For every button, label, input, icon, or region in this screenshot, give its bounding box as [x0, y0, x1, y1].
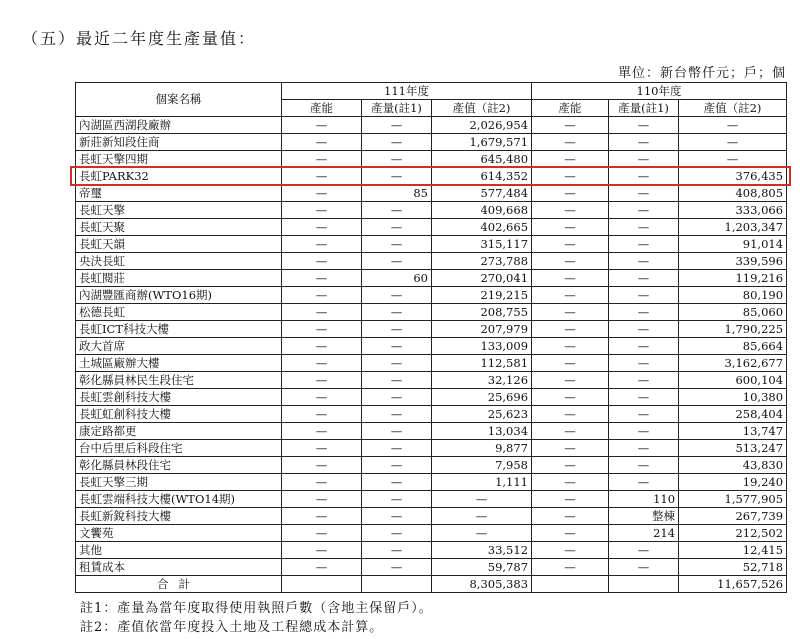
quantity-110: — — [609, 253, 679, 270]
value-111: 270,041 — [432, 270, 532, 287]
capacity-111: — — [282, 134, 362, 151]
value-111: 33,512 — [432, 542, 532, 559]
value-110: 19,240 — [679, 474, 787, 491]
value-110: 1,577,905 — [679, 491, 787, 508]
value-111: — — [432, 525, 532, 542]
year-110-header: 110年度 — [532, 83, 787, 100]
capacity-110: — — [532, 270, 609, 287]
quantity-111: — — [362, 542, 432, 559]
quantity-111: — — [362, 287, 432, 304]
value-110: 80,190 — [679, 287, 787, 304]
value-110: 3,162,677 — [679, 355, 787, 372]
capacity-110: — — [532, 474, 609, 491]
capacity-110: — — [532, 525, 609, 542]
value-110: — — [679, 134, 787, 151]
quantity-111: — — [362, 219, 432, 236]
table-row — [76, 168, 787, 185]
capacity-111: — — [282, 168, 362, 185]
quantity-111: — — [362, 474, 432, 491]
capacity-110: — — [532, 457, 609, 474]
quantity-111: — — [362, 236, 432, 253]
table-row — [76, 304, 787, 321]
quantity-110: 214 — [609, 525, 679, 542]
row-name: 帝璽 — [76, 185, 282, 202]
value-110: 258,404 — [679, 406, 787, 423]
value-111: 2,026,954 — [432, 117, 532, 134]
table-row — [76, 270, 787, 287]
table-row — [76, 542, 787, 559]
row-name: 長虹雲創科技大樓 — [76, 389, 282, 406]
row-name: 彰化縣員林民生段住宅 — [76, 372, 282, 389]
capacity-110: — — [532, 202, 609, 219]
capacity-111: — — [282, 457, 362, 474]
quantity-110: — — [609, 219, 679, 236]
capacity-110: — — [532, 253, 609, 270]
capacity-111: — — [282, 304, 362, 321]
footnote-1: 註1：產量為當年度取得使用執照戶數（含地主保留戶）。 — [80, 601, 433, 616]
row-name: 政大首席 — [76, 338, 282, 355]
quantity-110: — — [609, 151, 679, 168]
year-111-header: 111年度 — [282, 83, 532, 100]
capacity-111: — — [282, 559, 362, 576]
value-111: 614,352 — [432, 168, 532, 185]
row-name: 內湖區西湖段廠辦 — [76, 117, 282, 134]
footnote-2: 註2：產值依當年度投入土地及工程總成本計算。 — [80, 620, 384, 635]
quantity-110: — — [609, 440, 679, 457]
quantity-111: — — [362, 389, 432, 406]
capacity-110: — — [532, 168, 609, 185]
row-name: 央決長虹 — [76, 253, 282, 270]
quantity-111: — — [362, 525, 432, 542]
row-name: 土城區廠辦大樓 — [76, 355, 282, 372]
value-111: 9,877 — [432, 440, 532, 457]
quantity-110: — — [609, 423, 679, 440]
table-row — [76, 253, 787, 270]
capacity-110: — — [532, 559, 609, 576]
value-111: 208,755 — [432, 304, 532, 321]
sub-header-capacity-110: 產能 — [532, 100, 609, 117]
capacity-111: — — [282, 406, 362, 423]
capacity-110: — — [532, 287, 609, 304]
capacity-111: — — [282, 117, 362, 134]
capacity-111: — — [282, 542, 362, 559]
value-111: 645,480 — [432, 151, 532, 168]
table-row — [76, 372, 787, 389]
table-row — [76, 389, 787, 406]
table-row — [76, 134, 787, 151]
value-110: 43,830 — [679, 457, 787, 474]
quantity-110: — — [609, 236, 679, 253]
capacity-111: — — [282, 525, 362, 542]
quantity-110: — — [609, 406, 679, 423]
row-name: 內湖豐匯商辦(WTO16期) — [76, 287, 282, 304]
value-110: 13,747 — [679, 423, 787, 440]
production-value-table — [75, 82, 787, 593]
value-111: 7,958 — [432, 457, 532, 474]
quantity-110: — — [609, 134, 679, 151]
section-heading: （五）最近二年度生產量值： — [22, 29, 257, 48]
row-name: 台中后里后科段住宅 — [76, 440, 282, 457]
row-name: 新莊新知段住商 — [76, 134, 282, 151]
row-name: 長虹雲端科技大樓(WTO14期) — [76, 491, 282, 508]
quantity-111: — — [362, 440, 432, 457]
table-row — [76, 321, 787, 338]
quantity-110: — — [609, 202, 679, 219]
row-name: 長虹PARK32 — [76, 168, 282, 185]
quantity-111: — — [362, 372, 432, 389]
unit-label: 單位：新台幣仟元；戶；個 — [617, 66, 786, 81]
capacity-111: — — [282, 423, 362, 440]
value-110: 12,415 — [679, 542, 787, 559]
quantity-111: — — [362, 355, 432, 372]
value-110: — — [679, 151, 787, 168]
quantity-111: — — [362, 168, 432, 185]
row-name: 其他 — [76, 542, 282, 559]
capacity-111: — — [282, 389, 362, 406]
value-110: 267,739 — [679, 508, 787, 525]
capacity-110: — — [532, 236, 609, 253]
total-value-110: 11,657,526 — [679, 576, 787, 593]
row-name: 長虹天聚 — [76, 219, 282, 236]
capacity-110: — — [532, 151, 609, 168]
capacity-110: — — [532, 508, 609, 525]
value-111: 59,787 — [432, 559, 532, 576]
quantity-111: — — [362, 423, 432, 440]
table-row — [76, 440, 787, 457]
value-111: 25,696 — [432, 389, 532, 406]
value-110: 333,066 — [679, 202, 787, 219]
quantity-111: — — [362, 117, 432, 134]
value-110: 1,203,347 — [679, 219, 787, 236]
quantity-111: — — [362, 151, 432, 168]
table-row — [76, 559, 787, 576]
table-row — [76, 474, 787, 491]
quantity-111: — — [362, 508, 432, 525]
value-110: 376,435 — [679, 168, 787, 185]
value-111: 315,117 — [432, 236, 532, 253]
quantity-110: — — [609, 355, 679, 372]
quantity-110: — — [609, 559, 679, 576]
value-111: 1,679,571 — [432, 134, 532, 151]
row-name: 長虹虹創科技大樓 — [76, 406, 282, 423]
value-110: 1,790,225 — [679, 321, 787, 338]
quantity-111: — — [362, 134, 432, 151]
row-name: 長虹天擎三期 — [76, 474, 282, 491]
value-111: 219,215 — [432, 287, 532, 304]
quantity-111: — — [362, 457, 432, 474]
capacity-111: — — [282, 508, 362, 525]
row-name: 租賃成本 — [76, 559, 282, 576]
value-111: 207,979 — [432, 321, 532, 338]
table-row — [76, 338, 787, 355]
value-111: 402,665 — [432, 219, 532, 236]
quantity-111: — — [362, 338, 432, 355]
capacity-111: — — [282, 474, 362, 491]
capacity-110: — — [532, 304, 609, 321]
value-110: 600,104 — [679, 372, 787, 389]
quantity-110: — — [609, 474, 679, 491]
quantity-110: — — [609, 542, 679, 559]
value-111: 112,581 — [432, 355, 532, 372]
row-name: 長虹天韻 — [76, 236, 282, 253]
value-110: 52,718 — [679, 559, 787, 576]
capacity-110: — — [532, 355, 609, 372]
capacity-111: — — [282, 270, 362, 287]
quantity-110: — — [609, 287, 679, 304]
quantity-110: — — [609, 338, 679, 355]
capacity-110: — — [532, 389, 609, 406]
capacity-110: — — [532, 338, 609, 355]
value-111: 25,623 — [432, 406, 532, 423]
value-110: 408,805 — [679, 185, 787, 202]
capacity-110: — — [532, 440, 609, 457]
table-row — [76, 355, 787, 372]
row-name: 長虹天擎四期 — [76, 151, 282, 168]
quantity-111: 85 — [362, 185, 432, 202]
quantity-110: 110 — [609, 491, 679, 508]
row-name: 長虹ICT科技大樓 — [76, 321, 282, 338]
capacity-111: — — [282, 287, 362, 304]
table-row — [76, 287, 787, 304]
quantity-110: — — [609, 304, 679, 321]
capacity-111: — — [282, 185, 362, 202]
value-111: 32,126 — [432, 372, 532, 389]
value-110: 212,502 — [679, 525, 787, 542]
value-110: 85,664 — [679, 338, 787, 355]
quantity-110: — — [609, 168, 679, 185]
row-name: 長虹天擎 — [76, 202, 282, 219]
capacity-111: — — [282, 219, 362, 236]
value-111: 133,009 — [432, 338, 532, 355]
value-111: 273,788 — [432, 253, 532, 270]
sub-header-capacity-111: 產能 — [282, 100, 362, 117]
table-row — [76, 117, 787, 134]
row-name: 松德長虹 — [76, 304, 282, 321]
capacity-111: — — [282, 355, 362, 372]
row-name: 長虹新銳科技大樓 — [76, 508, 282, 525]
capacity-111: — — [282, 253, 362, 270]
table-row — [76, 491, 787, 508]
value-110: 91,014 — [679, 236, 787, 253]
capacity-110: — — [532, 117, 609, 134]
capacity-111: — — [282, 338, 362, 355]
capacity-111: — — [282, 151, 362, 168]
value-111: — — [432, 508, 532, 525]
capacity-110: — — [532, 406, 609, 423]
sub-header-value-110: 產值（註2) — [679, 100, 787, 117]
table-row — [76, 185, 787, 202]
capacity-110: — — [532, 491, 609, 508]
table-row — [76, 406, 787, 423]
value-110: 119,216 — [679, 270, 787, 287]
sub-header-quantity-111: 產量(註1) — [362, 100, 432, 117]
capacity-110: — — [532, 423, 609, 440]
capacity-110: — — [532, 219, 609, 236]
value-111: 1,111 — [432, 474, 532, 491]
capacity-111: — — [282, 202, 362, 219]
name-header: 個案名稱 — [76, 83, 282, 117]
value-111: 409,668 — [432, 202, 532, 219]
row-name: 文饗苑 — [76, 525, 282, 542]
sub-header-quantity-110: 產量(註1) — [609, 100, 679, 117]
quantity-110: — — [609, 321, 679, 338]
quantity-111: — — [362, 202, 432, 219]
value-111: 577,484 — [432, 185, 532, 202]
capacity-110: — — [532, 134, 609, 151]
row-name: 彰化縣員林段住宅 — [76, 457, 282, 474]
total-value-111: 8,305,383 — [432, 576, 532, 593]
capacity-110: — — [532, 321, 609, 338]
table-row — [76, 236, 787, 253]
table-row — [76, 202, 787, 219]
total-label: 合計 — [76, 576, 282, 593]
quantity-111: — — [362, 253, 432, 270]
table-row — [76, 151, 787, 168]
capacity-111: — — [282, 440, 362, 457]
quantity-111: — — [362, 304, 432, 321]
capacity-110: — — [532, 372, 609, 389]
capacity-111: — — [282, 491, 362, 508]
capacity-110: — — [532, 185, 609, 202]
quantity-111: 60 — [362, 270, 432, 287]
table-row — [76, 457, 787, 474]
quantity-111: — — [362, 559, 432, 576]
row-name: 長虹閱莊 — [76, 270, 282, 287]
capacity-111: — — [282, 236, 362, 253]
table-row — [76, 508, 787, 525]
quantity-111: — — [362, 491, 432, 508]
quantity-110: — — [609, 389, 679, 406]
capacity-110: — — [532, 542, 609, 559]
value-110: 513,247 — [679, 440, 787, 457]
quantity-110: — — [609, 270, 679, 287]
value-110: — — [679, 117, 787, 134]
capacity-111: — — [282, 321, 362, 338]
value-110: 85,060 — [679, 304, 787, 321]
quantity-111: — — [362, 406, 432, 423]
value-110: 10,380 — [679, 389, 787, 406]
table-row — [76, 525, 787, 542]
value-111: — — [432, 491, 532, 508]
capacity-111: — — [282, 372, 362, 389]
value-110: 339,596 — [679, 253, 787, 270]
quantity-110: — — [609, 372, 679, 389]
table-row — [76, 423, 787, 440]
quantity-111: — — [362, 321, 432, 338]
sub-header-value-111: 產值（註2) — [432, 100, 532, 117]
quantity-110: — — [609, 117, 679, 134]
table-row — [76, 219, 787, 236]
quantity-110: — — [609, 457, 679, 474]
value-111: 13,034 — [432, 423, 532, 440]
row-name: 康定路都更 — [76, 423, 282, 440]
quantity-110: — — [609, 185, 679, 202]
quantity-110: 整棟 — [609, 508, 679, 525]
